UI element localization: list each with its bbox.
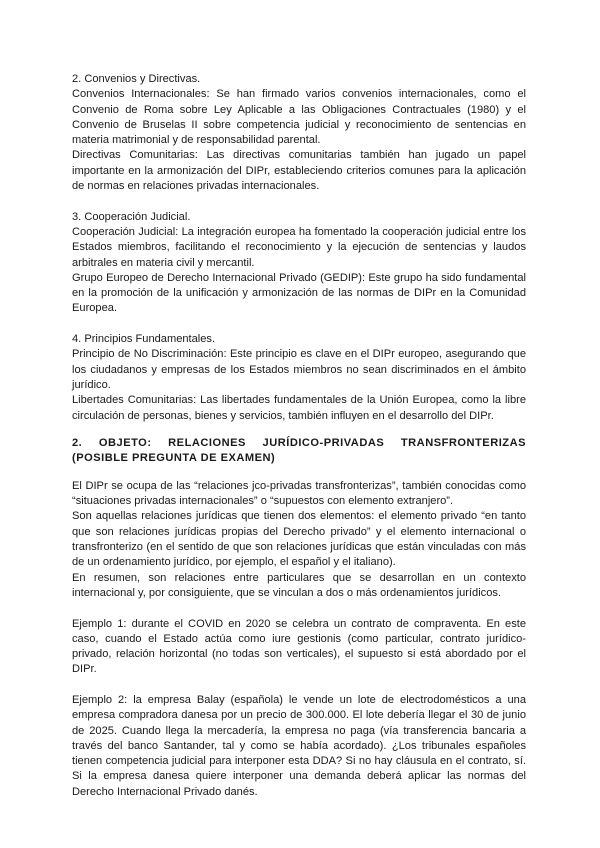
section-3-gedip-paragraph: Grupo Europeo de Derecho Internacional Privado (GEDIP): Este grupo ha sido fundamental en la promoción de la unificación y armonización de las normas de DIPr en la Comunidad Europea.	[72, 271, 526, 315]
section-2-convenios-paragraph: Convenios Internacionales: Se han firmado varios convenios internacionales, como el Convenio de Roma sobre Ley Aplicable a las Obligaciones Contractuales (1980) y el Convenio de Bruselas II sobre competencia judicial y reconocimiento de sentencias en materia matrimonial y de responsabilidad parental.	[72, 88, 526, 147]
objeto-summary-paragraph: En resumen, son relaciones entre particulares que se desarrollan en un contexto internacional y, por consiguiente, que se vinculan a dos o más ordenamientos jurídicos.	[72, 571, 526, 599]
section-2-directivas-paragraph: Directivas Comunitarias: Las directivas comunitarias también han jugado un papel importante en la armonización del DIPr, estableciendo criterios comunes para la aplicación de normas en relaciones privadas internacionales.	[72, 149, 526, 193]
example-1-paragraph: Ejemplo 1: durante el COVID en 2020 se celebra un contrato de compraventa. En este caso, cuando el Estado actúa como iure gestionis (como particular, contrato jurídico-privado, relación horizontal (no todas son verticales), el supuesto si está abordado por el DIPr.	[72, 617, 526, 676]
objeto-elements-paragraph: Son aquellas relaciones jurídicas que tienen dos elementos: el elemento privado “en tanto que son relaciones jurídicas propias del Derecho privado” y el elemento internacional o transfronterizo (en el sentido de que son relaciones jurídicas que están vinculadas con más de un ordenamiento jurídico, por ejemplo, el español y el italiano).	[72, 510, 526, 569]
page-content	[72, 72, 526, 800]
section-3-cooperacion-paragraph: Cooperación Judicial: La integración europea ha fomentado la cooperación judicial entre los Estados miembros, facilitando el reconocimiento y la ejecución de sentencias y laudos arbitrales en materia civil y mercantil.	[72, 225, 526, 269]
objeto-intro-paragraph: El DIPr se ocupa de las “relaciones jco-privadas transfronterizas”, también conocidas como “situaciones privadas internacionales” o “supuestos con elemento extranjero”.	[72, 479, 526, 508]
section-2-title: 2. Convenios y Directivas.	[72, 73, 201, 85]
section-4-no-discriminacion-paragraph: Principio de No Discriminación: Este principio es clave en el DIPr europeo, asegurando que los ciudadanos y empresas de los Estados miembros no sean discriminados en el ámbito jurídico.	[72, 348, 526, 391]
example-2-paragraph: Ejemplo 2: la empresa Balay (española) le vende un lote de electrodomésticos a una empresa compradora danesa por un precio de 300.000. El lote debería llegar el 30 de junio de 2025. Cuando llega la mercadería, la empresa no paga (vía transferencia bancaria a través del banco Santander, tal y como se había acordado). ¿Los tribunales españoles tienen competencia judicial para interponer esta DDA? Si no hay cláusula en el contrato, sí. Si la empresa danesa quiere interponer una demanda deberá aplicar las normas del Derecho Internacional Privado danés.	[72, 693, 526, 798]
section-4-title: 4. Principios Fundamentales.	[72, 333, 216, 346]
section-4-libertades-paragraph: Libertades Comunitarias: Las libertades fundamentales de la Unión Europea, como la libre circulación de personas, bienes y servicios, también influyen en el desarrollo del DIPr.	[72, 394, 526, 422]
objeto-heading: 2. OBJETO: RELACIONES JURÍDICO-PRIVADAS TRANSFRONTERIZAS (POSIBLE PREGUNTA DE EXAMEN)	[72, 436, 526, 465]
section-3-title: 3. Cooperación Judicial.	[72, 210, 191, 223]
